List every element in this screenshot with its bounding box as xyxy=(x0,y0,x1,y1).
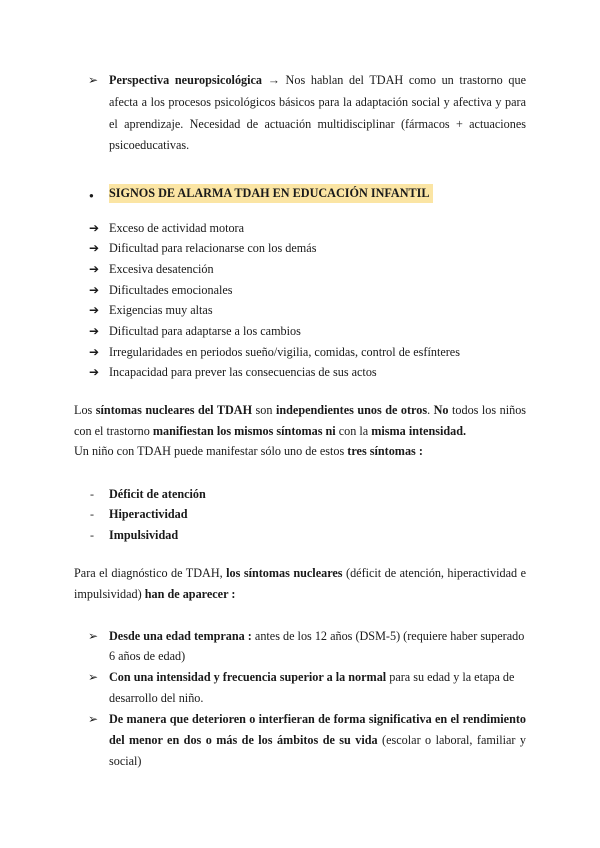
emphasis: manifiestan los mismos síntomas ni xyxy=(152,424,336,438)
emphasis: Desde una edad temprana : xyxy=(109,629,252,643)
bullet-dot: ● xyxy=(89,191,94,200)
emphasis: misma intensidad. xyxy=(371,424,467,438)
list-item: Irregularidades en periodos sueño/vigilia, comidas, control de esfínteres xyxy=(109,345,460,359)
text: antes de los 12 años (DSM-5) (requiere haber superado xyxy=(251,629,525,643)
text: impulsividad) xyxy=(74,587,145,601)
text: todos los niños xyxy=(448,403,527,417)
list-item: Exigencias muy altas xyxy=(109,303,213,317)
intro-line-4: psicoeducativas. xyxy=(109,138,190,152)
diagnosis-line-2 xyxy=(74,586,235,602)
text: son xyxy=(252,403,276,417)
symptoms-line-2 xyxy=(74,423,466,439)
emphasis: De manera que deterioren o interfieran de forma significativa en el rendimiento xyxy=(109,712,526,726)
bullet-marker: ➢ xyxy=(88,670,99,684)
list-item: Excesiva desatención xyxy=(109,262,214,276)
emphasis: del menor en dos o más de los ámbitos de su vida xyxy=(109,733,378,747)
intro-line-1 xyxy=(109,72,526,88)
text: (escolar o laboral, familiar y xyxy=(377,733,527,747)
criteria-3-line-3: social) xyxy=(109,754,142,768)
bullet-marker: ➢ xyxy=(88,73,99,87)
criteria-1-line-1 xyxy=(109,628,524,644)
arrow-marker: ➔ xyxy=(89,324,100,338)
emphasis: No xyxy=(433,403,449,417)
intro-lead: Perspectiva neuropsicológica xyxy=(109,73,263,87)
section-heading-text: SIGNOS DE ALARMA TDAH EN EDUCACIÓN INFANTIL xyxy=(109,184,433,203)
list-item: Incapacidad para prever las consecuencias de sus actos xyxy=(109,365,377,379)
intro-arrow: → xyxy=(262,73,286,87)
criteria-2-line-1 xyxy=(109,669,514,685)
dash-marker: - xyxy=(90,507,94,521)
list-item: Exceso de actividad motora xyxy=(109,221,245,235)
emphasis: los síntomas nucleares xyxy=(226,566,343,580)
text: (déficit de atención, hiperactividad e xyxy=(342,566,527,580)
bullet-marker: ➢ xyxy=(88,712,99,726)
core-symptom: Impulsividad xyxy=(109,528,179,542)
intro-line-2: afecta a los procesos psicológicos básicos para la adaptación social y afectiva y para xyxy=(109,95,526,109)
emphasis: han de aparecer : xyxy=(144,587,236,601)
arrow-marker: ➔ xyxy=(89,345,100,359)
list-item: Dificultad para relacionarse con los demás xyxy=(109,241,317,255)
criteria-3-line-2 xyxy=(109,732,526,748)
intro-text: Nos hablan del TDAH como un trastorno que xyxy=(285,73,527,87)
list-item xyxy=(109,506,188,522)
arrow-marker: ➔ xyxy=(89,283,100,297)
text: con la xyxy=(335,424,372,438)
emphasis: independientes unos de otros xyxy=(275,403,428,417)
intro-line-3: el aprendizaje. Necesidad de actuación multidisciplinar (fármacos + actuaciones xyxy=(109,117,526,131)
dash-marker: - xyxy=(90,528,94,542)
list-item xyxy=(109,486,206,502)
criteria-2-line-2: desarrollo del niño. xyxy=(109,691,204,705)
core-symptom: Déficit de atención xyxy=(109,487,206,501)
symptoms-line-3 xyxy=(74,443,423,459)
arrow-marker: ➔ xyxy=(89,303,100,317)
text: Un niño con TDAH puede manifestar sólo uno de estos xyxy=(74,444,348,458)
arrow-marker: ➔ xyxy=(89,262,100,276)
core-symptom: Hiperactividad xyxy=(109,507,188,521)
text: con el trastorno xyxy=(74,424,153,438)
symptoms-line-1 xyxy=(74,402,526,418)
arrow-marker: ➔ xyxy=(89,221,100,235)
emphasis: tres síntomas : xyxy=(347,444,423,458)
diagnosis-line-1 xyxy=(74,565,526,581)
text: . xyxy=(427,403,434,417)
emphasis: síntomas nucleares del TDAH xyxy=(95,403,253,417)
criteria-1-line-2: 6 años de edad) xyxy=(109,649,186,663)
arrow-marker: ➔ xyxy=(89,241,100,255)
arrow-marker: ➔ xyxy=(89,365,100,379)
list-item: Dificultades emocionales xyxy=(109,283,233,297)
text: para su edad y la etapa de xyxy=(386,670,515,684)
text: Los xyxy=(74,403,96,417)
dash-marker: - xyxy=(90,487,94,501)
list-item: Dificultad para adaptarse a los cambios xyxy=(109,324,301,338)
list-item xyxy=(109,527,178,543)
bullet-marker: ➢ xyxy=(88,629,99,643)
section-heading xyxy=(109,185,433,201)
text: Para el diagnóstico de TDAH, xyxy=(74,566,227,580)
criteria-3-line-1 xyxy=(109,711,526,727)
emphasis: Con una intensidad y frecuencia superior a la normal xyxy=(109,670,387,684)
